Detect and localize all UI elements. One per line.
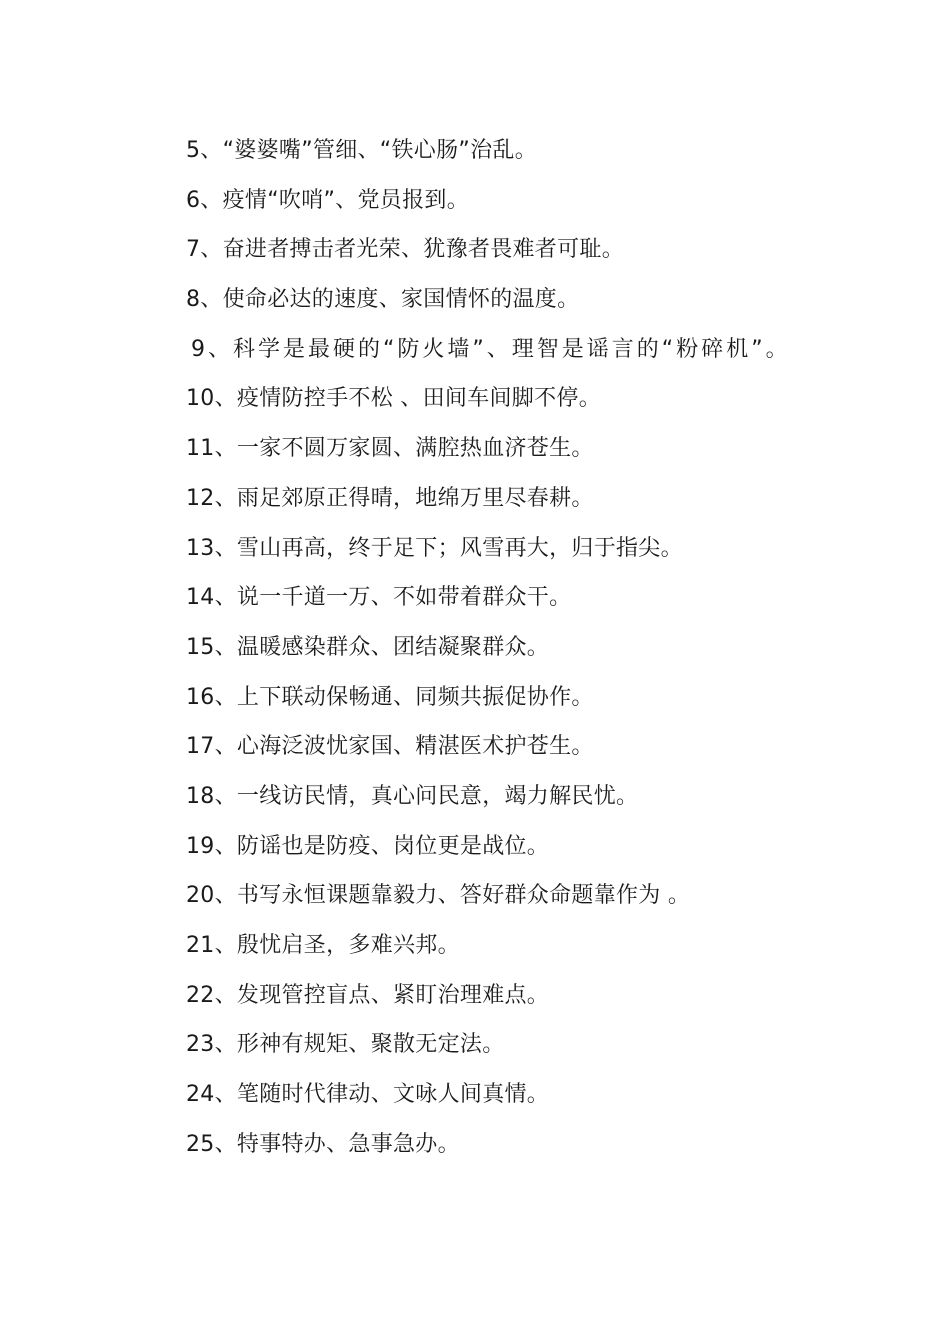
list-item: 18、一线访民情，真心问民意，竭力解民忧。 <box>186 783 639 809</box>
list-item: 24、笔随时代律动、文咏人间真情。 <box>186 1082 550 1108</box>
list-item: 5、“婆婆嘴”管细、“铁心肠”治乱。 <box>186 138 537 163</box>
list-item: 12、雨足郊原正得晴，地绵万里尽春耕。 <box>186 485 594 511</box>
list-item: 20、书写永恒课题靠毅力、答好群众命题靠作为 。 <box>186 883 691 909</box>
list-item: 11、一家不圆万家圆、满腔热血济苍生。 <box>186 436 594 462</box>
list-item: 15、温暖感染群众、团结凝聚群众。 <box>186 634 550 660</box>
list-item: 14、说一千道一万、不如带着群众干。 <box>186 585 572 611</box>
list-item: 21、殷忧启圣，多难兴邦。 <box>186 933 460 959</box>
list-item: 23、形神有规矩、聚散无定法。 <box>186 1032 505 1058</box>
list-item: 19、防谣也是防疫、岗位更是战位。 <box>186 833 550 859</box>
list-item: 8、使命必达的速度、家国情怀的温度。 <box>186 287 580 313</box>
list-item: 22、发现管控盲点、紧盯治理难点。 <box>186 982 550 1008</box>
list-item: 17、心海泛波忧家国、精湛医术护苍生。 <box>186 734 594 760</box>
list-item: 10、疫情防控手不松 、田间车间脚不停。 <box>186 386 601 412</box>
list-item: 6、疫情“吹哨”、党员报到。 <box>186 187 469 213</box>
slogan-list <box>143 126 813 1169</box>
list-item: 9、科学是最硬的“防火墙”、理智是谣言的“粉碎机”。 <box>191 336 791 362</box>
list-item: 25、特事特办、急事急办。 <box>186 1131 460 1157</box>
list-item: 7、奋进者搏击者光荣、犹豫者畏难者可耻。 <box>186 237 624 263</box>
list-item: 13、雪山再高，终于足下；风雪再大，归于指尖。 <box>186 535 683 561</box>
list-item: 16、上下联动保畅通、同频共振促协作。 <box>186 684 594 710</box>
